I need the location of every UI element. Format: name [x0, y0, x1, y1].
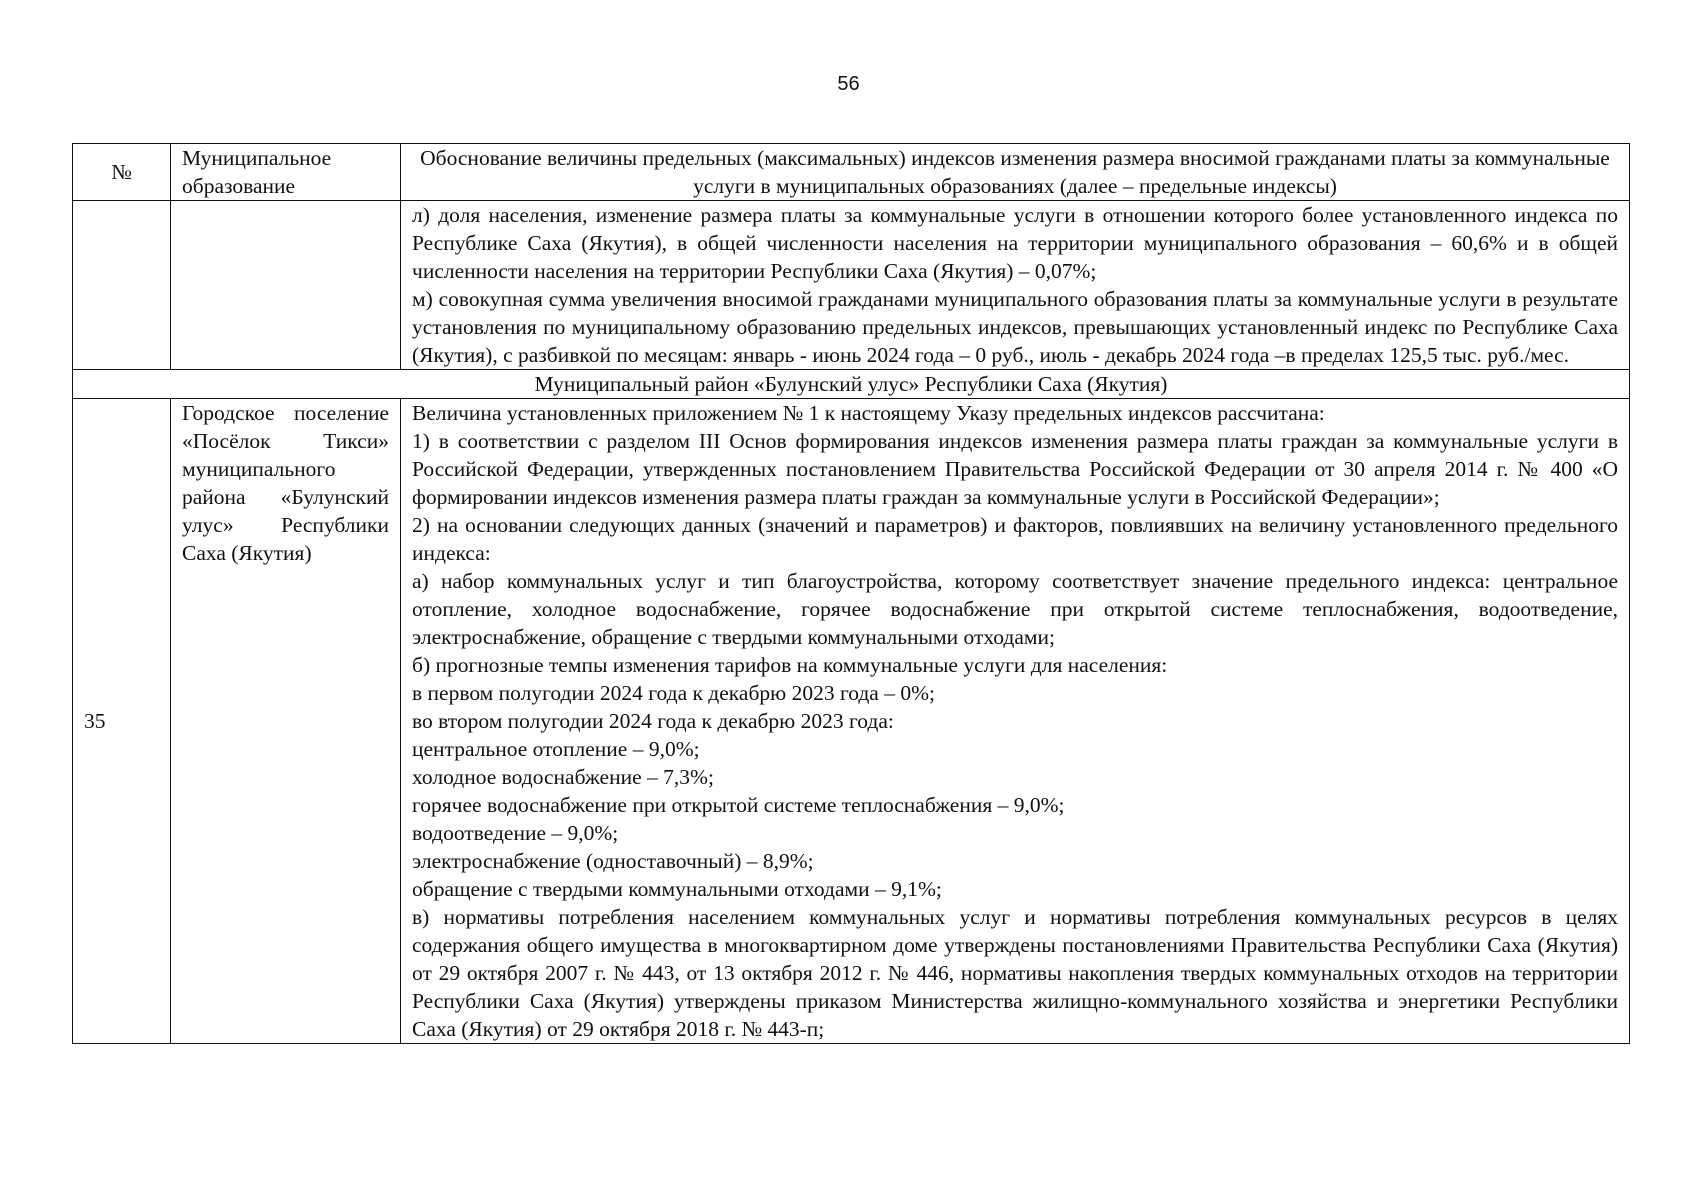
district-title: Муниципальный район «Булунский улус» Республики Саха (Якутия): [73, 370, 1630, 399]
rate-sewage: водоотведение – 9,0%;: [412, 821, 619, 845]
row-number: 35: [73, 399, 171, 1044]
continuation-justification-cell: [401, 201, 1630, 370]
header-justification: Обоснование величины предельных (максимальных) индексов изменения размера вносимой гражданами платы за коммунальные услуги в муниципальных образованиях (далее – предельные индексы): [401, 144, 1630, 201]
paragraph-b: б) прогнозные темпы изменения тарифов на коммунальные услуги для населения:: [412, 653, 1168, 677]
page-number: 56: [837, 73, 860, 95]
paragraph-2: 2) на основании следующих данных (значений и параметров) и факторов, повлиявших на величину установленного предельного индекса:: [412, 513, 1618, 565]
district-row: [73, 370, 1630, 399]
continuation-number-cell: [73, 201, 171, 370]
paragraph-v: в) нормативы потребления населением коммунальных услуг и нормативы потребления коммунальных ресурсов в целях содержания общего имущества в многоквартирном доме утверждены постановлениями Правительства Республики Саха (Якутия) от 29 октября 2007 г. № 443, от 13 октября 2012 г. № 446, нормативы накопления твердых коммунальных отходов на территории Республики Саха (Якутия) утверждены приказом Министерства жилищно-коммунального хозяйства и энергетики Республики Саха (Якутия) от 29 октября 2018 г. № 443-п;: [412, 905, 1618, 1041]
table-row-35: [73, 399, 1630, 1044]
paragraph-1: 1) в соответствии с разделом III Основ формирования индексов изменения размера платы граждан за коммунальные услуги в Российской Федерации, утвержденных постановлением Правительства Российской Федерации от 30 апреля 2014 г. № 400 «О формировании индексов изменения размера платы граждан за коммунальные услуги в Российской Федерации»;: [412, 429, 1618, 509]
continuation-municipality-cell: [171, 201, 401, 370]
table-header-row: [73, 144, 1630, 201]
rate-heating: центральное отопление – 9,0%;: [412, 737, 700, 761]
paragraph-b-first-half: в первом полугодии 2024 года к декабрю 2023 года – 0%;: [412, 681, 935, 705]
paragraph-b-second-half: во втором полугодии 2024 года к декабрю 2023 года:: [412, 709, 894, 733]
paragraph-intro: Величина установленных приложением № 1 к настоящему Указу предельных индексов рассчитана:: [412, 401, 1325, 425]
paragraph-l: л) доля населения, изменение размера платы за коммунальные услуги в отношении которого более установленного индекса по Республике Саха (Якутия), в общей численности населения на территории муниципального образования – 60,6% и в общей численности населения на территории Республики Саха (Якутия) – 0,07%;: [412, 203, 1618, 283]
paragraph-a: а) набор коммунальных услуг и тип благоустройства, которому соответствует значение предельного индекса: центральное отопление, холодное водоснабжение, горячее водоснабжение при открытой системе теплоснабжения, водоотведение, электроснабжение, обращение с твердыми коммунальными отходами;: [412, 569, 1618, 649]
header-number: №: [73, 144, 171, 201]
rate-electricity: электроснабжение (одноставочный) – 8,9%;: [412, 849, 814, 873]
rate-hot-water: горячее водоснабжение при открытой системе теплоснабжения – 9,0%;: [412, 793, 1065, 817]
justification-cell: [401, 399, 1630, 1044]
table-row-continuation: [73, 201, 1630, 370]
header-municipality: Муниципальное образование: [171, 144, 401, 201]
rate-cold-water: холодное водоснабжение – 7,3%;: [412, 765, 714, 789]
index-justification-table: [72, 143, 1630, 1044]
paragraph-m: м) совокупная сумма увеличения вносимой гражданами муниципального образования платы за коммунальные услуги в результате установления по муниципальному образованию предельных индексов, превышающих установленный индекс по Республике Саха (Якутия), с разбивкой по месяцам: январь - июнь 2024 года – 0 руб., июль - декабрь 2024 года –в пределах 125,5 тыс. руб./мес.: [412, 287, 1618, 367]
municipality-name: Городское поселение «Посёлок Тикси» муниципального района «Булунский улус» Республики Саха (Якутия): [171, 399, 401, 1044]
rate-waste: обращение с твердыми коммунальными отходами – 9,1%;: [412, 877, 942, 901]
